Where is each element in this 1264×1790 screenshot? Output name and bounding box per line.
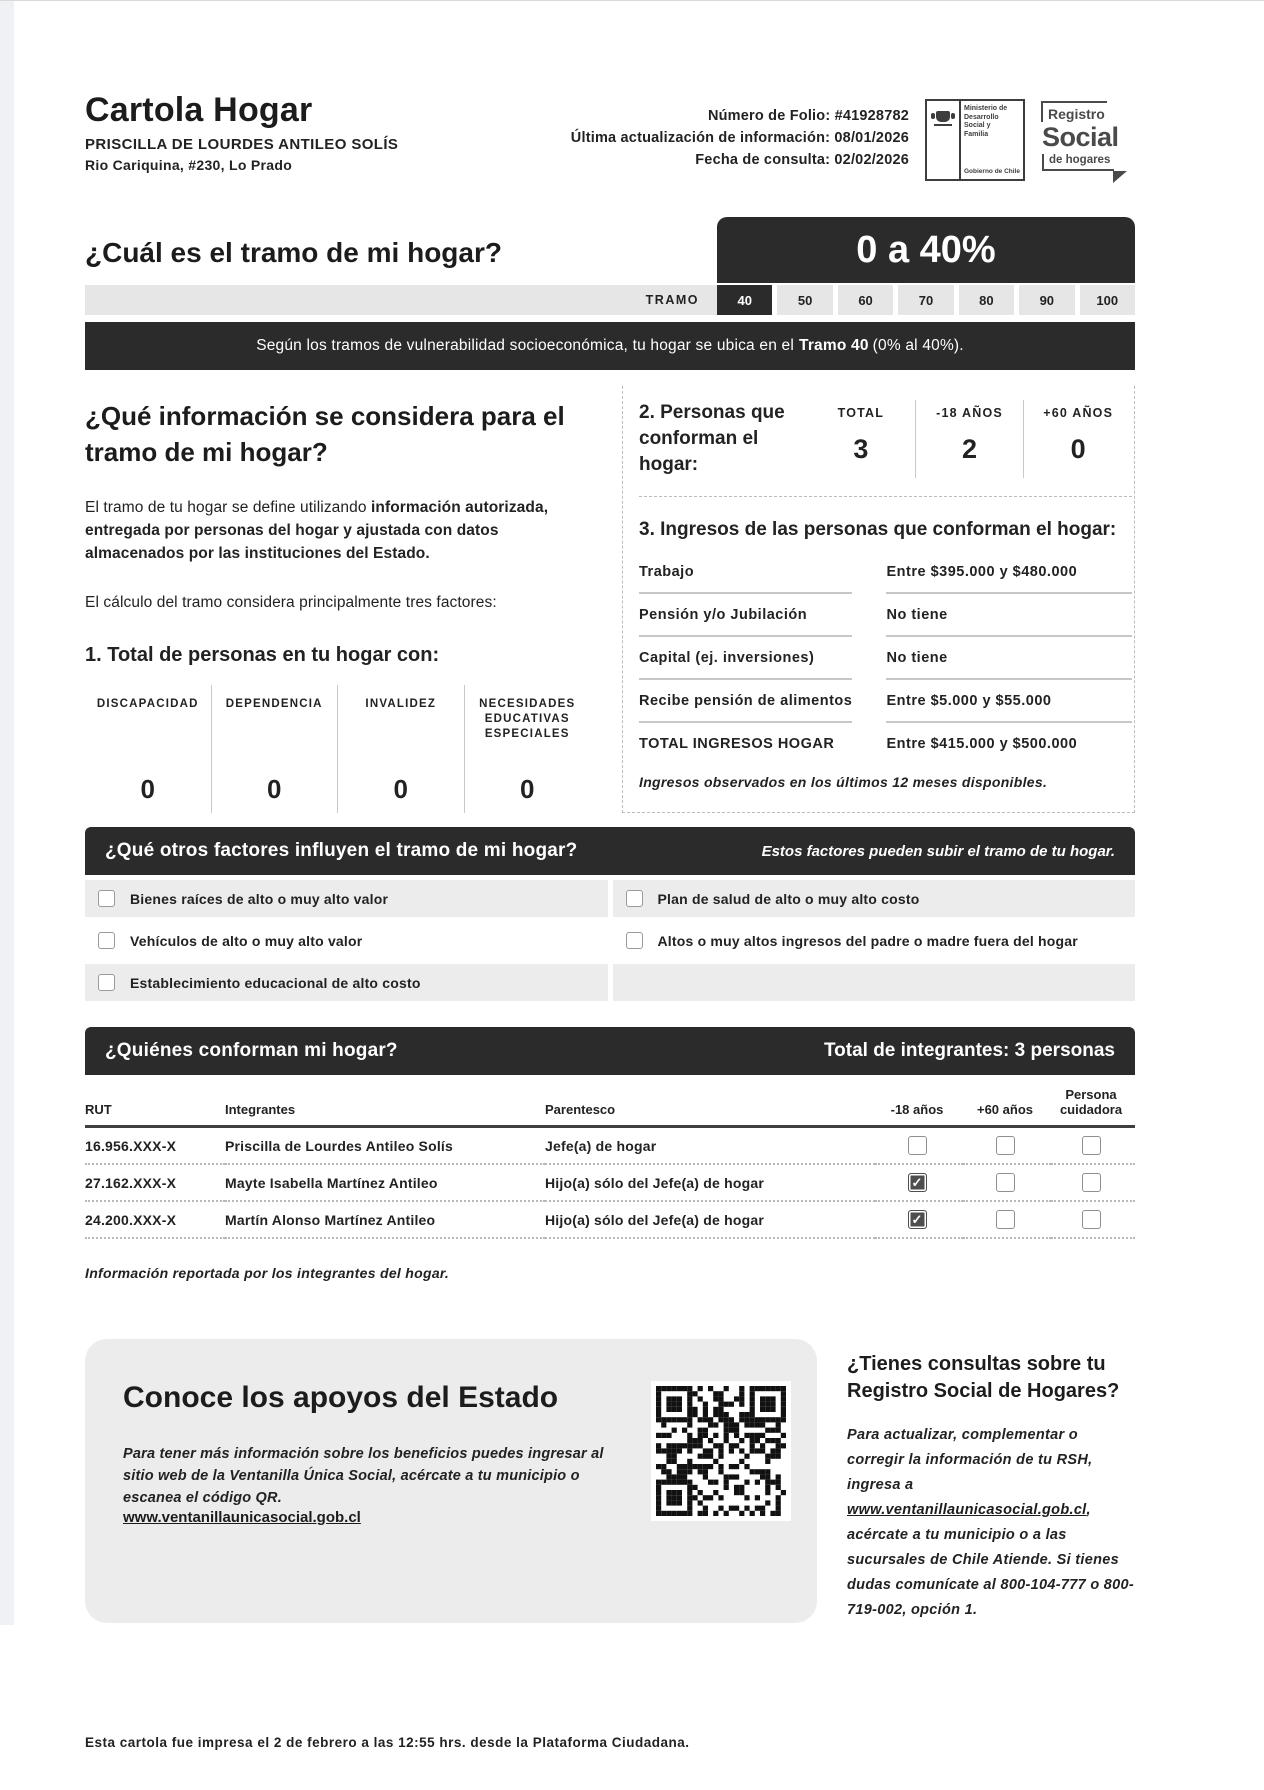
info-section	[85, 386, 590, 813]
print-footer: Esta cartola fue impresa el 2 de febrero a las 12:55 hrs. desde la Plataforma Ciudadana.	[85, 1735, 690, 1750]
tramo-segment-100: 100	[1080, 285, 1135, 315]
factor-bienes-raices: Bienes raíces de alto o muy alto valor	[85, 880, 608, 917]
ministry-logo-text: Ministerio de Desarrollo Social y Familia Gobierno de Chile	[964, 105, 1020, 175]
cuidadora-checkbox[interactable]	[1082, 1173, 1101, 1192]
otros-factores-section	[85, 827, 1135, 1001]
tramo-result-banner: Según los tramos de vulnerabilidad socioeconómica, tu hogar se ubica en el Tramo 40 (0% al 40%).	[85, 322, 1135, 370]
household-condition-stats	[85, 685, 590, 813]
integrantes-header: ¿Quiénes conforman mi hogar? Total de integrantes: 3 personas	[85, 1027, 1135, 1075]
over60-checkbox[interactable]	[996, 1210, 1015, 1229]
apoyos-text	[123, 1381, 629, 1583]
ventanilla-link-2[interactable]: www.ventanillaunicasocial.gob.cl	[847, 1502, 1087, 1518]
col-over60: +60 años	[963, 1077, 1051, 1128]
factor-plan-salud: Plan de salud de alto o muy alto costo	[613, 880, 1136, 917]
folio-info	[571, 91, 909, 171]
under18-checkbox[interactable]	[908, 1136, 927, 1155]
col-persona-cuidadora: Persona cuidadora	[1051, 1077, 1135, 1128]
tramo-section	[85, 217, 1135, 283]
stat-necesidades-educativas: NECESIDADES EDUCATIVAS ESPECIALES 0	[479, 698, 576, 804]
ingreso-row-capital: Capital (ej. inversiones) No tiene	[639, 637, 1132, 680]
under18-checkbox[interactable]	[908, 1173, 927, 1192]
personas-section	[639, 386, 1132, 497]
col-under18: -18 años	[875, 1077, 963, 1128]
under18-checkbox[interactable]	[908, 1210, 927, 1229]
tramo-segment-60: 60	[838, 285, 893, 315]
header-identity	[85, 91, 398, 173]
document-title: Cartola Hogar	[85, 91, 313, 129]
factor-checkbox[interactable]	[98, 890, 115, 907]
factor-checkbox[interactable]	[98, 974, 115, 991]
apoyos-box	[85, 1339, 817, 1623]
col-integrantes: Integrantes	[225, 1077, 545, 1128]
ingreso-row-trabajo: Trabajo Entre $395.000 y $480.000	[639, 551, 1132, 594]
member-name: Martín Alonso Martínez Antileo	[225, 1202, 545, 1239]
stat-invalidez: INVALIDEZ 0	[338, 685, 465, 813]
ingreso-row-pension: Pensión y/o Jubilación No tiene	[639, 594, 1132, 637]
cartola-document	[85, 1, 1135, 1790]
tramo-scale-bar	[85, 285, 1135, 315]
over60-checkbox[interactable]	[996, 1136, 1015, 1155]
info-paragraph-1: El tramo de tu hogar se define utilizando información autorizada, entregada por personas del hogar y ajustada con datos almacenados por las instituciones del Estado.	[85, 499, 549, 562]
member-name: Mayte Isabella Martínez Antileo	[225, 1165, 545, 1202]
member-parentesco: Hijo(a) sólo del Jefe(a) de hogar	[545, 1165, 875, 1202]
member-name: Priscilla de Lourdes Antileo Solís	[225, 1128, 545, 1165]
personas-title: 2. Personas que conforman el hogar:	[639, 402, 785, 475]
ingresos-table	[639, 551, 1132, 764]
qr-code	[651, 1381, 791, 1521]
members-note: Información reportada por los integrantes del hogar.	[85, 1265, 450, 1281]
stat-under-18: -18 AÑOS 2	[915, 400, 1024, 478]
chile-coat-of-arms-icon	[927, 101, 961, 179]
update-line: Última actualización de información: 08/01/2026	[570, 130, 909, 146]
member-rut: 24.200.XXX-X	[85, 1202, 225, 1239]
stat-dependencia: DEPENDENCIA 0	[212, 685, 339, 813]
tramo-segment-90: 90	[1019, 285, 1074, 315]
member-parentesco: Hijo(a) sólo del Jefe(a) de hogar	[545, 1202, 875, 1239]
tramo-segment-50: 50	[777, 285, 832, 315]
factor-empty-cell	[613, 964, 1136, 1001]
consultas-paragraph: Para actualizar, complementar o corregir la información de tu RSH, ingresa a www.ventanillaunicasocial.gob.cl, acércate a tu municipio o a las sucursales de Chile Atiende. Si tienes dudas comunícate al 800-104-777 o 800-719-002, opción 1.	[847, 1427, 1135, 1618]
stat-over-60: +60 AÑOS 0	[1023, 400, 1132, 478]
document-header	[85, 91, 1135, 181]
ingresos-title: 3. Ingresos de las personas que conforman el hogar:	[639, 519, 1117, 540]
tramo-segment-80: 80	[959, 285, 1014, 315]
member-parentesco: Jefe(a) de hogar	[545, 1128, 875, 1165]
tramo-scale-label: TRAMO	[645, 293, 699, 307]
cuidadora-checkbox[interactable]	[1082, 1210, 1101, 1229]
col-parentesco: Parentesco	[545, 1077, 875, 1128]
col-rut: RUT	[85, 1077, 225, 1128]
stat-discapacidad: DISCAPACIDAD 0	[85, 685, 212, 813]
tramo-segment-40: 40	[717, 285, 772, 315]
integrantes-section	[85, 1027, 1135, 1281]
table-row	[85, 1165, 1135, 1202]
tramo-question: ¿Cuál es el tramo de mi hogar?	[85, 237, 502, 268]
tramo-range-badge: 0 a 40%	[717, 217, 1135, 283]
folio-line: Número de Folio: #41928782	[707, 108, 909, 124]
tramo-segment-70: 70	[898, 285, 953, 315]
factor-checkbox[interactable]	[626, 932, 643, 949]
registro-social-logo: Registro Social de hogares	[1039, 99, 1135, 171]
table-row	[85, 1128, 1135, 1165]
member-rut: 16.956.XXX-X	[85, 1128, 225, 1165]
members-table	[85, 1077, 1135, 1239]
info-paragraph-2: El cálculo del tramo considera principalmente tres factores:	[85, 594, 497, 611]
consult-line: Fecha de consulta: 02/02/2026	[695, 152, 909, 168]
ventanilla-link[interactable]: www.ventanillaunicasocial.gob.cl	[123, 1509, 361, 1526]
person-name: PRISCILLA DE LOURDES ANTILEO SOLÍS	[85, 136, 399, 153]
otros-factores-subtitle: Estos factores pueden subir el tramo de tu hogar.	[761, 842, 1115, 860]
ingreso-row-alimentos: Recibe pensión de alimentos Entre $5.000 y $55.000	[639, 680, 1132, 723]
gobierno-de-chile-label: Gobierno de Chile	[964, 168, 1020, 175]
factor-vehiculos: Vehículos de alto o muy alto valor	[85, 922, 608, 959]
factor1-title: 1. Total de personas en tu hogar con:	[85, 644, 440, 666]
total-integrantes-label: Total de integrantes: 3 personas	[823, 1040, 1115, 1061]
viewer-page-edge	[0, 1, 14, 1625]
speech-bubble-tail	[1113, 171, 1127, 183]
ingresos-note: Ingresos observados en los últimos 12 meses disponibles.	[639, 774, 1048, 790]
consultas-title: ¿Tienes consultas sobre tu Registro Social de Hogares?	[847, 1353, 1120, 1402]
factor-checkbox[interactable]	[98, 932, 115, 949]
factor-checklist	[85, 880, 1135, 1001]
otros-factores-header: ¿Qué otros factores influyen el tramo de mi hogar? Estos factores pueden subir el tramo de tu hogar.	[85, 827, 1135, 875]
stat-total: TOTAL 3	[837, 406, 885, 464]
factor-checkbox[interactable]	[626, 890, 643, 907]
over60-checkbox[interactable]	[996, 1173, 1015, 1192]
ingreso-row-total: TOTAL INGRESOS HOGAR Entre $415.000 y $500.000	[639, 736, 1078, 752]
factor-ingresos-padre-madre: Altos o muy altos ingresos del padre o madre fuera del hogar	[613, 922, 1136, 959]
ingresos-section	[639, 519, 1132, 790]
personas-stats	[807, 400, 1132, 478]
tramo-segments	[717, 285, 1135, 315]
ministry-logo	[925, 99, 1025, 181]
cuidadora-checkbox[interactable]	[1082, 1136, 1101, 1155]
info-title: ¿Qué información se considera para el tramo de mi hogar?	[85, 401, 565, 467]
consultas-section	[847, 1339, 1135, 1623]
apoyos-paragraph: Para tener más información sobre los beneficios puedes ingresar al sitio web de la Ventanilla Única Social, acércate a tu municipio o escanea el código QR.	[123, 1446, 604, 1506]
person-address: Rio Cariquina, #230, Lo Prado	[85, 157, 293, 173]
member-rut: 27.162.XXX-X	[85, 1165, 225, 1202]
household-data-column	[622, 386, 1135, 813]
members-table-header	[85, 1077, 1135, 1128]
factor-establecimiento-educacional: Establecimiento educacional de alto costo	[85, 964, 608, 1001]
apoyos-title: Conoce los apoyos del Estado	[123, 1381, 559, 1414]
table-row	[85, 1202, 1135, 1239]
